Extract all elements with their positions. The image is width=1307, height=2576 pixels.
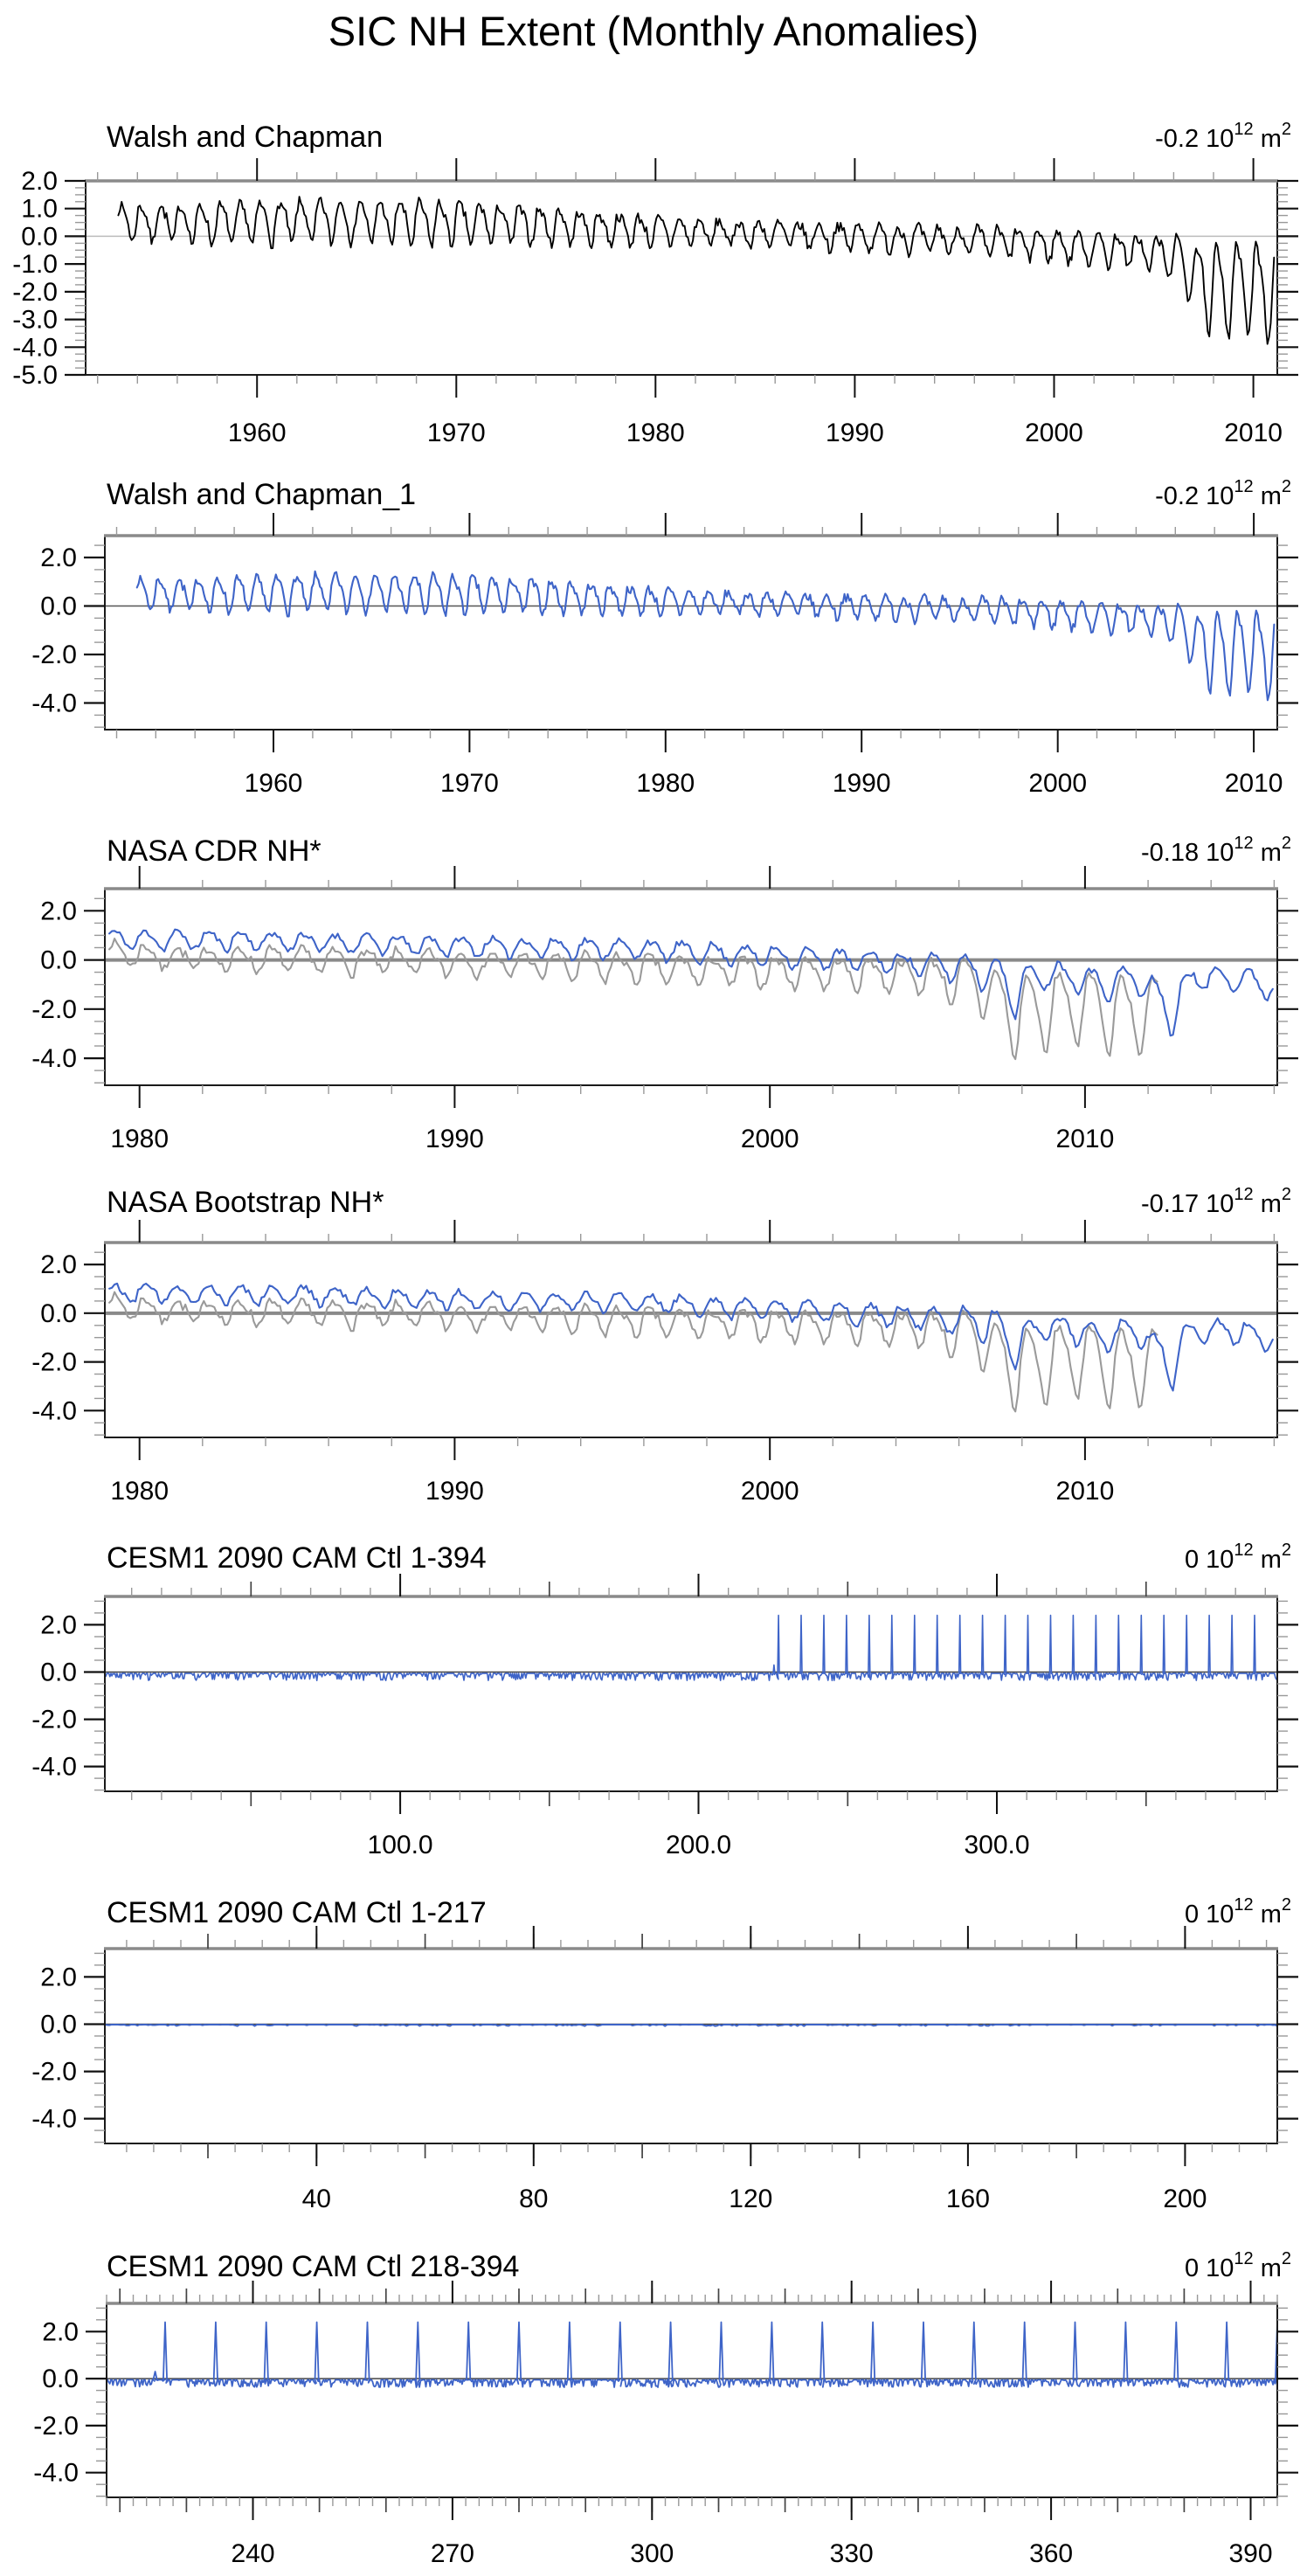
- x-tick-label: 330: [829, 2539, 874, 2568]
- y-tick-label: -2.0: [31, 1347, 77, 1377]
- panel-title: Walsh and Chapman_1: [107, 478, 417, 511]
- x-tick-label: 1980: [110, 1477, 169, 1506]
- y-tick-label: 2.0: [40, 1963, 77, 1992]
- panel-nasa-cdr-nh: [31, 834, 1298, 1153]
- annotation-unit-exponent: 2: [1281, 1895, 1291, 1915]
- axis-ticks: [65, 158, 1298, 398]
- panel-nasa-bootstrap-nh: [31, 1185, 1298, 1506]
- panel-cesm1-2090-cam-ctl-218-394: [33, 2249, 1298, 2568]
- x-tick-label: 270: [430, 2539, 474, 2568]
- x-tick-label: 2010: [1055, 1125, 1115, 1153]
- y-tick-label: -4.0: [31, 2104, 77, 2134]
- annotation-exponent: 12: [1234, 2249, 1254, 2268]
- annotation-unit: m: [1253, 1190, 1282, 1218]
- axis-ticks: [84, 1926, 1298, 2166]
- x-tick-label: 1970: [426, 419, 486, 447]
- panel-title: CESM1 2090 CAM Ctl 218-394: [107, 2250, 520, 2283]
- annotation-exponent: 12: [1234, 1895, 1254, 1915]
- y-tick-label: -2.0: [33, 2411, 79, 2441]
- plot-frame: [105, 536, 1277, 730]
- x-tick-label: 300.0: [964, 1831, 1030, 1859]
- plot-frame: [105, 1949, 1277, 2143]
- annotation-unit: m: [1253, 1901, 1282, 1929]
- plot-frame: [107, 2303, 1277, 2497]
- plot-frame: [105, 1596, 1277, 1791]
- x-tick-label: 1960: [244, 769, 303, 798]
- panel-annotation: [1155, 120, 1291, 153]
- panel-title: NASA CDR NH*: [107, 834, 322, 868]
- annotation-base: -0.17 10: [1140, 1190, 1234, 1218]
- x-tick-label: 2010: [1055, 1477, 1115, 1506]
- axis-ticks: [84, 1220, 1298, 1460]
- panel-annotation: [1185, 1541, 1291, 1574]
- panel-cesm1-2090-cam-ctl-1-217: [31, 1895, 1298, 2213]
- axis-ticks: [84, 1574, 1298, 1814]
- y-tick-label: 0.0: [40, 1298, 77, 1328]
- annotation-unit-exponent: 2: [1281, 477, 1291, 496]
- axis-ticks: [84, 513, 1298, 752]
- y-tick-label: 2.0: [40, 897, 77, 926]
- annotation-unit-exponent: 2: [1281, 2249, 1291, 2268]
- y-tick-label: 2.0: [42, 2317, 79, 2347]
- annotation-base: -0.18 10: [1140, 839, 1234, 867]
- y-tick-label: 0.0: [40, 2010, 77, 2039]
- y-tick-label: -4.0: [31, 1044, 77, 1074]
- annotation-unit: m: [1253, 125, 1282, 153]
- series-line-cesm1-control-full: [105, 1616, 1276, 1681]
- annotation-base: 0 10: [1184, 2254, 1234, 2282]
- y-tick-label: 0.0: [40, 592, 77, 621]
- y-tick-label: 2.0: [40, 1250, 77, 1280]
- y-tick-label: 1.0: [21, 194, 58, 224]
- x-tick-label: 390: [1228, 2539, 1273, 2568]
- y-tick-label: -4.0: [31, 689, 77, 718]
- y-tick-label: 0.0: [40, 945, 77, 975]
- y-tick-label: 0.0: [40, 1658, 77, 1687]
- series-line-walsh-and-chapman: [118, 197, 1274, 344]
- annotation-unit: m: [1253, 2254, 1282, 2282]
- annotation-exponent: 12: [1234, 1541, 1254, 1560]
- axis-ticks: [86, 2281, 1298, 2520]
- y-tick-label: 0.0: [42, 2365, 79, 2394]
- panel-annotation: [1155, 477, 1291, 510]
- x-tick-label: 160: [945, 2185, 990, 2213]
- panel-title: NASA Bootstrap NH*: [107, 1186, 384, 1219]
- x-tick-label: 100.0: [367, 1831, 433, 1859]
- annotation-exponent: 12: [1234, 120, 1254, 139]
- x-tick-label: 1990: [826, 419, 884, 447]
- x-tick-label: 2000: [1025, 419, 1083, 447]
- y-tick-label: 2.0: [40, 1610, 77, 1640]
- y-tick-label: 0.0: [21, 222, 58, 252]
- x-tick-label: 1980: [636, 769, 695, 798]
- x-tick-label: 360: [1029, 2539, 1074, 2568]
- panel-annotation: [1185, 1895, 1291, 1929]
- annotation-unit: m: [1253, 1546, 1282, 1574]
- y-tick-label: -1.0: [12, 250, 58, 280]
- y-tick-label: 2.0: [40, 543, 77, 572]
- x-tick-label: 2010: [1224, 419, 1283, 447]
- annotation-exponent: 12: [1234, 477, 1254, 496]
- page-title: SIC NH Extent (Monthly Anomalies): [328, 8, 979, 54]
- annotation-base: 0 10: [1184, 1901, 1234, 1929]
- annotation-unit: m: [1253, 482, 1282, 510]
- panel-title: CESM1 2090 CAM Ctl 1-394: [107, 1541, 487, 1575]
- panel-cesm1-2090-cam-ctl-1-394: [31, 1541, 1298, 1859]
- x-tick-label: 40: [301, 2185, 331, 2213]
- panel-annotation: [1141, 834, 1291, 867]
- x-tick-label: 200: [1163, 2185, 1207, 2213]
- y-tick-label: -4.0: [31, 1752, 77, 1782]
- panel-title: CESM1 2090 CAM Ctl 1-217: [107, 1896, 487, 1929]
- annotation-exponent: 12: [1234, 834, 1254, 853]
- panel-annotation: [1141, 1185, 1291, 1218]
- panel-title: Walsh and Chapman: [107, 121, 384, 154]
- x-tick-label: 240: [231, 2539, 275, 2568]
- annotation-unit-exponent: 2: [1281, 120, 1291, 139]
- x-tick-label: 2010: [1224, 769, 1283, 798]
- x-tick-label: 1980: [110, 1125, 169, 1153]
- y-tick-label: -3.0: [12, 305, 58, 335]
- annotation-exponent: 12: [1234, 1185, 1254, 1204]
- y-tick-label: -4.0: [31, 1396, 77, 1426]
- series-line-nasa-bootstrap-nh: [109, 1284, 1273, 1391]
- annotation-base: -0.2 10: [1155, 482, 1234, 510]
- y-tick-label: -2.0: [31, 640, 77, 669]
- panel-walsh-and-chapman-1: [31, 477, 1298, 798]
- annotation-unit: m: [1253, 839, 1282, 867]
- axis-ticks: [84, 866, 1298, 1108]
- annotation-base: -0.2 10: [1155, 125, 1234, 153]
- y-tick-label: -4.0: [12, 333, 58, 363]
- x-tick-label: 1960: [227, 419, 287, 447]
- x-tick-label: 1990: [425, 1125, 484, 1153]
- series-line-walsh-and-chapman-1: [137, 571, 1275, 701]
- y-tick-label: 2.0: [21, 167, 58, 196]
- x-tick-label: 2000: [1028, 769, 1088, 798]
- series-line-cesm1-control-1-217: [105, 2025, 1277, 2026]
- x-tick-label: 80: [519, 2185, 549, 2213]
- x-tick-label: 2000: [740, 1477, 799, 1506]
- y-tick-label: -2.0: [31, 1705, 77, 1735]
- x-tick-label: 120: [729, 2185, 773, 2213]
- y-tick-label: -2.0: [12, 277, 58, 307]
- series-line-nasa-cdr-nh: [109, 930, 1273, 1036]
- x-tick-label: 2000: [740, 1125, 799, 1153]
- annotation-unit-exponent: 2: [1281, 1541, 1291, 1560]
- annotation-unit-exponent: 2: [1281, 834, 1291, 853]
- y-tick-label: -4.0: [33, 2458, 79, 2488]
- annotation-unit-exponent: 2: [1281, 1185, 1291, 1204]
- x-tick-label: 1980: [626, 419, 685, 447]
- panel-walsh-and-chapman: [12, 120, 1298, 447]
- y-tick-label: -2.0: [31, 994, 77, 1024]
- y-tick-label: -2.0: [31, 2057, 77, 2087]
- x-tick-label: 200.0: [665, 1831, 732, 1859]
- x-tick-label: 1990: [832, 769, 891, 798]
- annotation-base: 0 10: [1184, 1546, 1234, 1574]
- series-line-cesm1-control-218-394: [107, 2323, 1279, 2388]
- y-tick-label: -5.0: [12, 361, 58, 390]
- x-tick-label: 300: [630, 2539, 674, 2568]
- x-tick-label: 1970: [440, 769, 499, 798]
- panel-annotation: [1185, 2249, 1291, 2282]
- x-tick-label: 1990: [425, 1477, 484, 1506]
